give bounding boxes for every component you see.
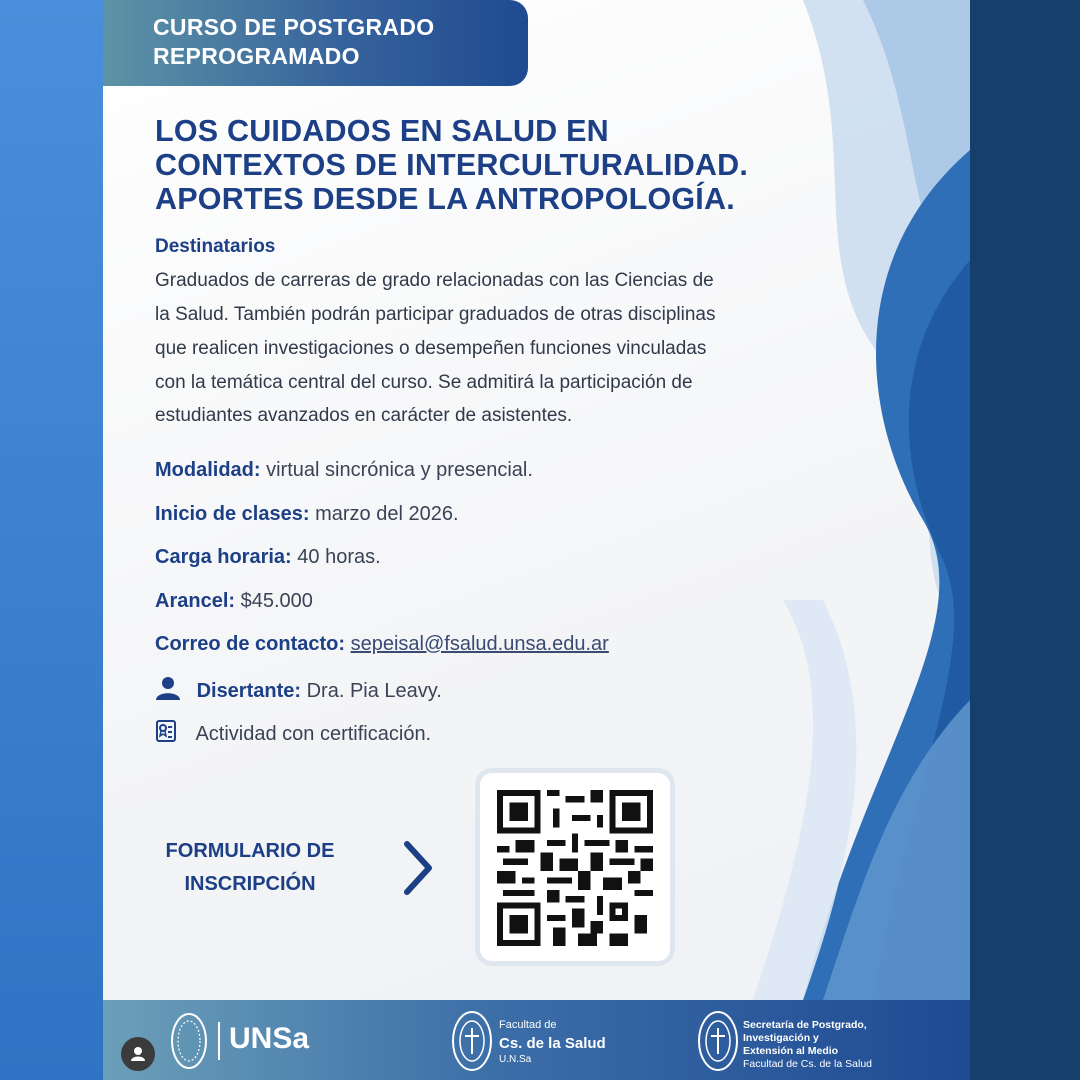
disertante-label: Disertante: — [196, 680, 302, 702]
banner-line-1: CURSO DE POSTGRADO — [153, 14, 435, 40]
facultad-sub: U.N.Sa — [499, 1054, 532, 1065]
certificacion-value: Actividad con certificación. — [195, 723, 432, 745]
footer-divider — [218, 1022, 220, 1060]
certificacion-row — [155, 719, 431, 749]
carga-label: Carga horaria: — [155, 546, 292, 568]
inicio-label: Inicio de clases: — [155, 503, 310, 525]
facultad-small: Facultad de — [499, 1019, 557, 1031]
secretaria-line-4: Facultad de Cs. de la Salud — [743, 1058, 872, 1070]
disertante-row — [155, 676, 442, 706]
destinatarios-line-2: la Salud. También podrán participar graduados de otras disciplinas — [155, 304, 716, 325]
banner — [103, 0, 528, 86]
title-line-1: LOS CUIDADOS EN SALUD EN — [155, 114, 609, 148]
form-label-1: FORMULARIO DE — [165, 840, 335, 862]
footer — [103, 1000, 970, 1080]
banner-line-2: REPROGRAMADO — [153, 43, 360, 69]
avatar[interactable] — [121, 1037, 155, 1071]
qr-card[interactable] — [480, 773, 670, 961]
person-icon — [155, 676, 181, 706]
title-line-2: CONTEXTOS DE INTERCULTURALIDAD. — [155, 148, 749, 182]
arancel-label: Arancel: — [155, 590, 236, 612]
unsa-seal-icon — [169, 1011, 209, 1071]
destinatarios-line-1: Graduados de carreras de grado relacionadas con las Ciencias de — [155, 270, 714, 291]
modalidad-row — [155, 459, 533, 482]
destinatarios-label: Destinatarios — [155, 236, 276, 257]
secretaria-line-3: Extensión al Medio — [743, 1045, 839, 1057]
disertante-value: Dra. Pia Leavy. — [306, 680, 442, 702]
secretaria-seal-icon — [697, 1010, 739, 1072]
poster — [103, 0, 970, 1080]
correo-row — [155, 633, 609, 656]
carga-value: 40 horas. — [297, 546, 381, 568]
correo-link[interactable]: sepeisal@fsalud.unsa.edu.ar — [350, 633, 609, 655]
left-frame — [0, 0, 103, 1080]
unsa-logo-text: UNSa — [229, 1022, 310, 1055]
title-line-3: APORTES DESDE LA ANTROPOLOGÍA. — [155, 182, 735, 216]
facultad-main: Cs. de la Salud — [499, 1035, 606, 1052]
user-icon — [121, 1037, 155, 1071]
carga-row — [155, 546, 381, 569]
secretaria-line-2: Investigación y — [743, 1032, 819, 1044]
certificate-icon — [155, 719, 181, 749]
modalidad-value: virtual sincrónica y presencial. — [266, 459, 533, 481]
modalidad-label: Modalidad: — [155, 459, 261, 481]
qr-code-icon[interactable] — [497, 790, 653, 946]
arancel-row — [155, 590, 313, 613]
destinatarios-line-4: con la temática central del curso. Se admitirá la participación de — [155, 372, 693, 393]
destinatarios-line-5: estudiantes avanzados en carácter de asistentes. — [155, 405, 573, 426]
inicio-row — [155, 503, 459, 526]
destinatarios-line-3: que realicen investigaciones o desempeñen funciones vinculadas — [155, 338, 707, 359]
inicio-value: marzo del 2026. — [315, 503, 459, 525]
facultad-seal-icon — [451, 1010, 493, 1072]
chevron-right-icon — [401, 840, 435, 896]
secretaria-line-1: Secretaría de Postgrado, — [743, 1019, 867, 1031]
arancel-value: $45.000 — [240, 590, 313, 612]
right-frame — [970, 0, 1080, 1080]
form-label-2: INSCRIPCIÓN — [184, 873, 316, 895]
correo-label: Correo de contacto: — [155, 633, 346, 655]
